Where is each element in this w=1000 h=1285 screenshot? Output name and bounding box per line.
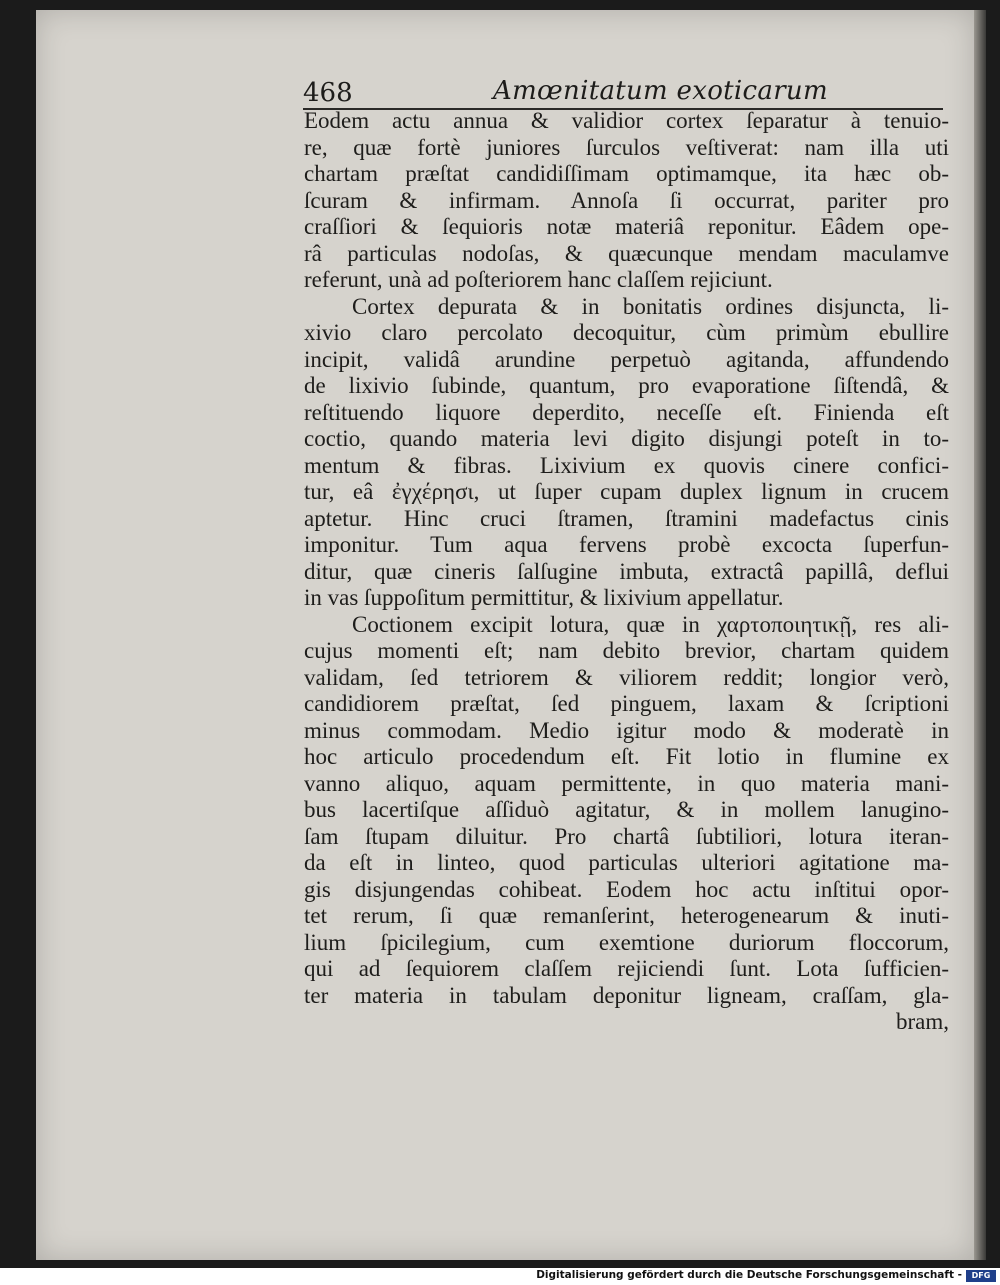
text-line: Eodem actu annua & validior cortex ſeparatur à tenuio- — [304, 108, 949, 133]
text-line: da eſt in linteo, quod particulas ulteriori agitatione ma- — [304, 850, 949, 875]
text-line: chartam præſtat candidiſſimam optimamque, ita hæc ob- — [304, 161, 949, 186]
text-line: re, quæ fortè juniores ſurculos veſtiverat: nam illa uti — [304, 134, 949, 160]
text-line: cujus momenti eſt; nam debito brevior, chartam quidem — [304, 638, 949, 663]
paragraph — [304, 612, 949, 1010]
text-line: referunt, unà ad poſteriorem hanc claſſem rejiciunt. — [304, 267, 773, 292]
text-line: mentum & fibras. Lixivium ex quovis cinere confici- — [304, 452, 949, 478]
text-line: Cortex depurata & in bonitatis ordines disjuncta, li- — [352, 293, 949, 319]
text-line: hoc articulo procedendum eſt. Fit lotio in flumine ex — [304, 744, 949, 769]
paragraph — [304, 294, 949, 612]
funding-credit: Digitalisierung gefördert durch die Deutsche Forschungsgemeinschaft - — [536, 1269, 962, 1281]
text-line: ſcuram & infirmam. Annoſa ſi occurrat, pariter pro — [304, 187, 949, 213]
text-line: candidiorem præſtat, ſed pinguem, laxam & ſcriptioni — [304, 691, 949, 716]
text-line: tur, eâ ἐγχέρησι, ut ſuper cupam duplex lignum in crucem — [304, 479, 949, 504]
page-header — [303, 74, 943, 108]
text-line: gis disjungendas cohibeat. Eodem hoc actu inſtitui opor- — [304, 876, 949, 902]
text-line: de lixivio ſubinde, quantum, pro evaporatione ſiſtendâ, & — [304, 373, 949, 398]
text-line: râ particulas nodoſas, & quæcunque mendam maculamve — [304, 240, 949, 266]
text-line: bus lacertiſque aſſiduò agitatur, & in mollem lanugino- — [304, 797, 949, 822]
text-line: aptetur. Hinc cruci ſtramen, ſtramini madefactus cinis — [304, 505, 949, 531]
text-line: vanno aliquo, aquam permittente, in quo materia mani- — [304, 770, 949, 796]
digitization-footer — [0, 1268, 1000, 1285]
text-line: xivio claro percolato decoquitur, cùm primùm ebullire — [304, 320, 949, 345]
text-line: qui ad ſequiorem claſſem rejiciendi ſunt. Lota ſufficien- — [304, 956, 949, 981]
text-line: minus commodam. Medio igitur modo & moderatè in — [304, 717, 949, 743]
text-line: in vas ſuppoſitum permittitur, & lixivium appellatur. — [304, 585, 784, 610]
text-line: ſam ſtupam diluitur. Pro chartâ ſubtiliori, lotura iteran- — [304, 823, 949, 849]
text-line: craſſiori & ſequioris notæ materiâ reponitur. Eâdem ope- — [304, 214, 949, 239]
text-line: tet rerum, ſi quæ remanſerint, heterogenearum & inuti- — [304, 903, 949, 928]
text-line: ditur, quæ cineris ſalſugine imbuta, extractâ papillâ, deflui — [304, 558, 949, 584]
page-number: 468 — [303, 78, 353, 108]
text-line: validam, ſed tetriorem & viliorem reddit; longior verò, — [304, 664, 949, 690]
dfg-logo: DFG — [966, 1270, 996, 1282]
text-line: reſtituendo liquore deperdito, neceſſe eſt. Finienda eſt — [304, 399, 949, 425]
running-title: Amœnitatum exoticarum — [493, 76, 828, 106]
text-line: Coctionem excipit lotura, quæ in χαρτοποιητικῇ, res ali- — [352, 611, 949, 637]
body-text — [304, 108, 949, 1036]
text-line: ter materia in tabulam deponitur ligneam, craſſam, gla- — [304, 982, 949, 1008]
text-line: coctio, quando materia levi digito disjungi poteſt in to- — [304, 426, 949, 451]
text-line: imponitur. Tum aqua fervens probè excocta ſuperfun- — [304, 532, 949, 557]
paragraph — [304, 108, 949, 294]
text-line: incipit, validâ arundine perpetuò agitanda, affundendo — [304, 346, 949, 372]
catchword: bram, — [895, 1009, 949, 1034]
text-line: lium ſpicilegium, cum exemtione duriorum floccorum, — [304, 929, 949, 955]
